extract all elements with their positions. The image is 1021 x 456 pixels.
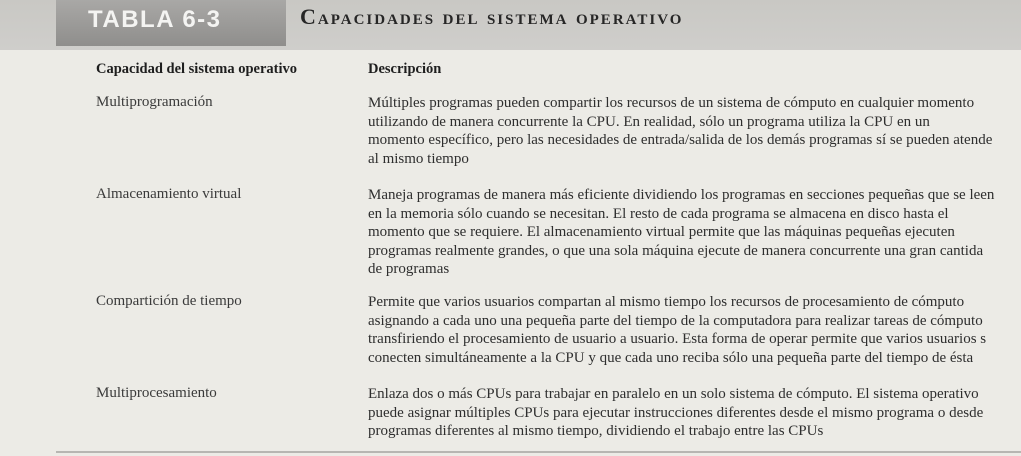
table-title: Capacidades del sistema operativo — [300, 4, 684, 29]
table-header-band — [0, 0, 1021, 50]
capability-name: Multiprogramación — [96, 94, 213, 110]
description-line: Permite que varios usuarios compartan al mismo tiempo los recursos de procesamiento de cómputo — [368, 294, 965, 310]
description-line: transfiriendo el procesamiento de usuario a usuario. Esta forma de operar permite que varios usuarios s — [368, 331, 987, 347]
capability-description — [368, 293, 1021, 367]
description-line: asignando a cada uno una pequeña parte del tiempo de la computadora para realizar tareas de cómputo — [368, 312, 983, 329]
description-line: momento que se requiere. El almacenamiento virtual permite que las máquinas pequeñas ejecuten — [368, 224, 955, 240]
description-line: al mismo tiempo — [368, 150, 469, 167]
description-line: programas realmente grandes, o que una sola máquina ejecute de manera concurrente una gran cantida — [368, 242, 984, 259]
column-header-description: Descripción — [368, 61, 442, 77]
description-line: Múltiples programas pueden compartir los recursos de un sistema de cómputo en cualquier momento — [368, 95, 975, 111]
description-line: Enlaza dos o más CPUs para trabajar en paralelo en un solo sistema de cómputo. El sistema operativo — [368, 386, 979, 402]
bottom-rule — [56, 451, 1021, 453]
capability-name: Compartición de tiempo — [96, 293, 242, 309]
capability-name: Almacenamiento virtual — [96, 186, 242, 202]
capability-description — [368, 385, 1021, 441]
table-number-tab — [56, 0, 286, 46]
description-line: programas diferentes al mismo tiempo, dividiendo el trabajo entre las CPUs — [368, 423, 824, 439]
description-line: de programas — [368, 261, 450, 277]
description-line: en la memoria sólo cuando se necesitan. El resto de cada programa se almacena en disco hasta el — [368, 205, 949, 222]
capability-description — [368, 186, 1021, 279]
capability-description — [368, 94, 1021, 168]
capability-name: Multiprocesamiento — [96, 385, 217, 401]
description-line: conecten simultáneamente a la CPU y que cada uno reciba sólo una pequeña parte del tiempo de ésta — [368, 349, 974, 366]
table-number: TABLA 6-3 — [88, 6, 222, 33]
description-line: puede asignar múltiples CPUs para ejecutar instrucciones diferentes desde el mismo programa o desde — [368, 404, 984, 421]
description-line: momento específico, pero las necesidades de entrada/salida de los demás programas sí se pueden atende — [368, 132, 993, 148]
column-header-capability: Capacidad del sistema operativo — [96, 61, 297, 77]
description-line: utilizando de manera concurrente la CPU. En realidad, sólo un programa utiliza la CPU en un — [368, 113, 930, 130]
description-line: Maneja programas de manera más eficiente dividiendo los programas en secciones pequeñas que se leen — [368, 187, 995, 203]
